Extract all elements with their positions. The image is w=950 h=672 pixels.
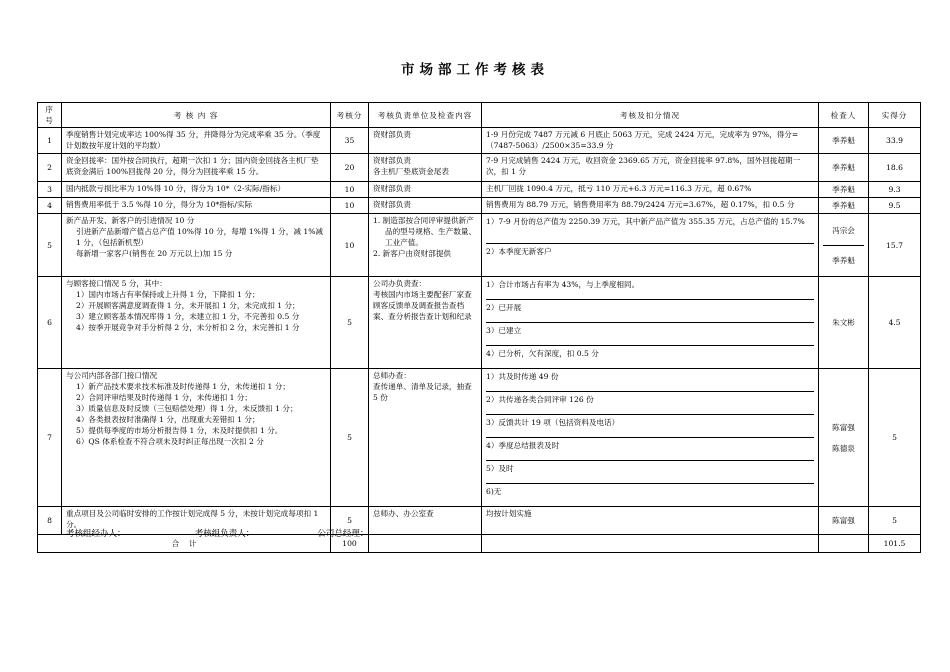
row-checker: 季养魁 [819,182,869,198]
row-score: 20 [331,154,369,182]
organizer-label: 考核组经办人： [66,529,126,539]
row-content [62,277,331,369]
row-dept: 资财部负责 [369,182,482,198]
row-actual: 4.5 [869,277,921,369]
row-actual: 9.3 [869,182,921,198]
header-content: 考 核 内 容 [62,103,331,128]
content-line: 2）开展顾客满意度调查得 1 分，未开展扣 1 分，未完成扣 1 分； [76,301,300,310]
manager-label: 公司总经理： [317,529,369,539]
row-actual: 9.5 [869,198,921,214]
row-deduct: 7-9 月完成销售 2424 万元，收回资金 2369.65 万元，资金回拢率 97.8%，国外回拢超期一次，扣 1 分 [482,154,819,182]
row-dept: 总师办、办公室查 [369,507,482,535]
deduct-line: 4）已分析，欠有深度，扣 0.5 分 [486,349,599,358]
row-seq: 5 [38,214,62,277]
header-seq: 序号 [38,103,62,128]
checker-line: 季养魁 [832,255,855,265]
content-line: 5）提供每季度的市场分析报告得 1 分，未及时提供扣 1 分。 [76,426,283,435]
dept-line: 2. 新客户由资财部提供 [373,249,452,258]
deduct-line: 6)无 [486,487,502,496]
dept-line: 资财部负责 [373,156,411,165]
row-content: 资金回拢率：国外按合同执行，超期一次扣 1 分；国内资金回拢各主机厂垫底资金满后 100%回拢得 20 分，得分为回拢率乘 15 分。 [62,154,331,182]
row-dept: 资财部负责 [369,198,482,214]
content-line: 引进新产品新增产值占总产值 10%得 10 分，每增 1%得 1 分，减 1%减 1 分，（包括新机型） [76,227,324,247]
row-actual: 33.9 [869,128,921,154]
total-label: 合 计 [38,535,331,553]
header-score: 考核分 [331,103,369,128]
content-line: 2）合同评审结果及时传递得 1 分，未传递扣 1 分； [76,393,253,402]
content-line: 1）国内市场占有率保持或上升得 1 分，下降扣 1 分； [76,290,260,299]
dept-line: 公司办负责查： [373,279,427,288]
deduct-line: 2）共传递各类合同评审 126 份 [486,392,814,415]
deduct-line: 1）7-9 月份的总产值为 2250.39 万元，其中新产品产值为 355.35 万元，占总产值的 15.7% [486,214,814,244]
row-checker: 朱文彬 [819,277,869,369]
total-empty-cell [369,535,482,553]
content-line: 3）建立顾客基本情况库得 1 分，未建立扣 1 分，不完善扣 0.5 分 [76,312,300,321]
deduct-line: 2）本季度无新客户 [486,247,552,256]
table-row [38,154,921,182]
page-title: 市场部工作考核表 [401,62,549,78]
deduct-line: 5）及时 [486,461,814,484]
row-score: 10 [331,214,369,277]
checker-line: 陈富强 [832,422,855,432]
dept-line: 各主机厂垫底资金尾表 [373,167,449,176]
content-line: 与顾客接口情况 5 分，其中： [66,279,167,288]
row-score: 10 [331,198,369,214]
content-line: 与公司内部各部门接口情况 [66,371,158,380]
row-content [62,369,331,507]
dept-line: 总师办查： [373,371,411,380]
content-line: 3）质量信息及时反馈（三包赔偿处理）得 1 分，未反馈扣 1 分； [76,404,298,413]
row-deduct: 均按计划实施 [482,507,819,535]
row-checker: 陈富强 [819,507,869,535]
row-deduct: 1-9 月份完成 7487 万元减 6 月底止 5063 万元，完成 2424 万元，完成率为 97%，得分=（7487-5063）/2500×35=33.9 分 [482,128,819,154]
total-score: 100 [331,535,369,553]
row-actual: 5 [869,507,921,535]
total-empty-cell [482,535,819,553]
row-actual: 5 [869,369,921,507]
deduct-line: 4）季度总结报表及时 [486,438,814,461]
row-dept: 资财部负责 [369,128,482,154]
row-actual: 15.7 [869,214,921,277]
content-line: 4）各类报表按时准确得 1 分，出现重大差错扣 1 分； [76,415,260,424]
dept-line: 查传递单、清单及记录，抽查 5 份 [373,382,472,402]
row-checker [819,369,869,507]
row-dept [369,369,482,507]
dept-line: 1. 制造部按合同评审提供新产品的型号规格、生产数量、工业产值。 [373,216,477,247]
row-deduct: 主机厂回拢 1090.4 万元，抵亏 110 万元+6.3 万元=116.3 万元，超 0.67% [482,182,819,198]
signature-footer [66,527,368,539]
header-row [38,103,921,128]
header-deduct: 考核及扣分情况 [482,103,819,128]
leader-label: 考核组负责人： [194,529,255,539]
row-deduct [482,277,819,369]
row-content: 国内抵款亏损比率为 10%得 10 分，得分为 10*（2-实际/指标） [62,182,331,198]
header-actual: 实得分 [869,103,921,128]
checker-line: 陈德泉 [832,443,855,453]
row-seq: 8 [38,507,62,535]
row-seq: 3 [38,182,62,198]
content-line: 1）新产品技术要求技术标准及时传递得 1 分，未传递扣 1 分； [76,382,290,391]
row-seq: 2 [38,154,62,182]
table-row [38,369,921,507]
row-deduct [482,369,819,507]
row-score: 5 [331,369,369,507]
row-dept [369,277,482,369]
table-row [38,198,921,214]
row-deduct: 销售费用为 88.79 万元，销售费用率为 88.79/2424 万元=3.67%，超 0.17%，扣 0.5 分 [482,198,819,214]
dept-line: 考核国内市场主要配套厂家查顾客反馈单及调查报告查档案、查分析报告查计划和纪录 [373,290,472,321]
table-row [38,128,921,154]
row-seq: 7 [38,369,62,507]
deduct-line: 1）共及时传递 49 份 [486,369,814,392]
deduct-line: 3）反馈共计 19 项（包括资料及电话） [486,415,814,438]
deduct-line: 1）合计市场占有率为 43%，与上季度相同。 [486,277,814,300]
row-content: 销售费用率低于 3.5 %得 10 分，得分为 10*指标/实际 [62,198,331,214]
table-row [38,182,921,198]
header-checker: 检查人 [819,103,869,128]
header-dept: 考核负责单位及检查内容 [369,103,482,128]
row-checker: 季养魁 [819,198,869,214]
deduct-line: 3）已建立 [486,323,814,346]
row-score: 5 [331,507,369,535]
row-content [62,214,331,277]
row-actual: 18.6 [869,154,921,182]
content-line: 每新增一家客户(销售在 20 万元以上)加 15 分 [76,249,233,258]
row-dept [369,154,482,182]
content-line: 6）QS 体系检查不符合项未及时纠正每出现一次扣 2 分 [76,437,264,446]
row-checker: 季养魁 [819,154,869,182]
row-checker: 季养魁 [819,128,869,154]
row-content: 重点项目及公司临时安排的工作按计划完成得 5 分，未按计划完成每项扣 1 分。 [62,507,331,535]
table-row [38,277,921,369]
row-score: 10 [331,182,369,198]
row-seq: 6 [38,277,62,369]
row-score: 35 [331,128,369,154]
total-actual: 101.5 [869,535,921,553]
row-seq: 4 [38,198,62,214]
row-checker [819,214,869,277]
total-empty-cell [819,535,869,553]
row-dept [369,214,482,277]
row-seq: 1 [38,128,62,154]
deduct-line: 2）已开展 [486,300,814,323]
row-score: 5 [331,277,369,369]
content-line: 4）按季开展竞争对手分析得 2 分，未分析扣 2 分，未完善扣 1 分 [76,323,300,332]
row-content: 季度销售计划完成率达 100%得 35 分，并降得分为完成率乘 35 分。（季度计划数按年度计划的平均数） [62,128,331,154]
row-deduct [482,214,819,277]
checker-line: 冯宗会 [823,216,864,246]
content-line: 新产品开发、新客户的引进情况 10 分 [66,216,195,225]
assessment-table [37,102,921,553]
table-row [38,214,921,277]
